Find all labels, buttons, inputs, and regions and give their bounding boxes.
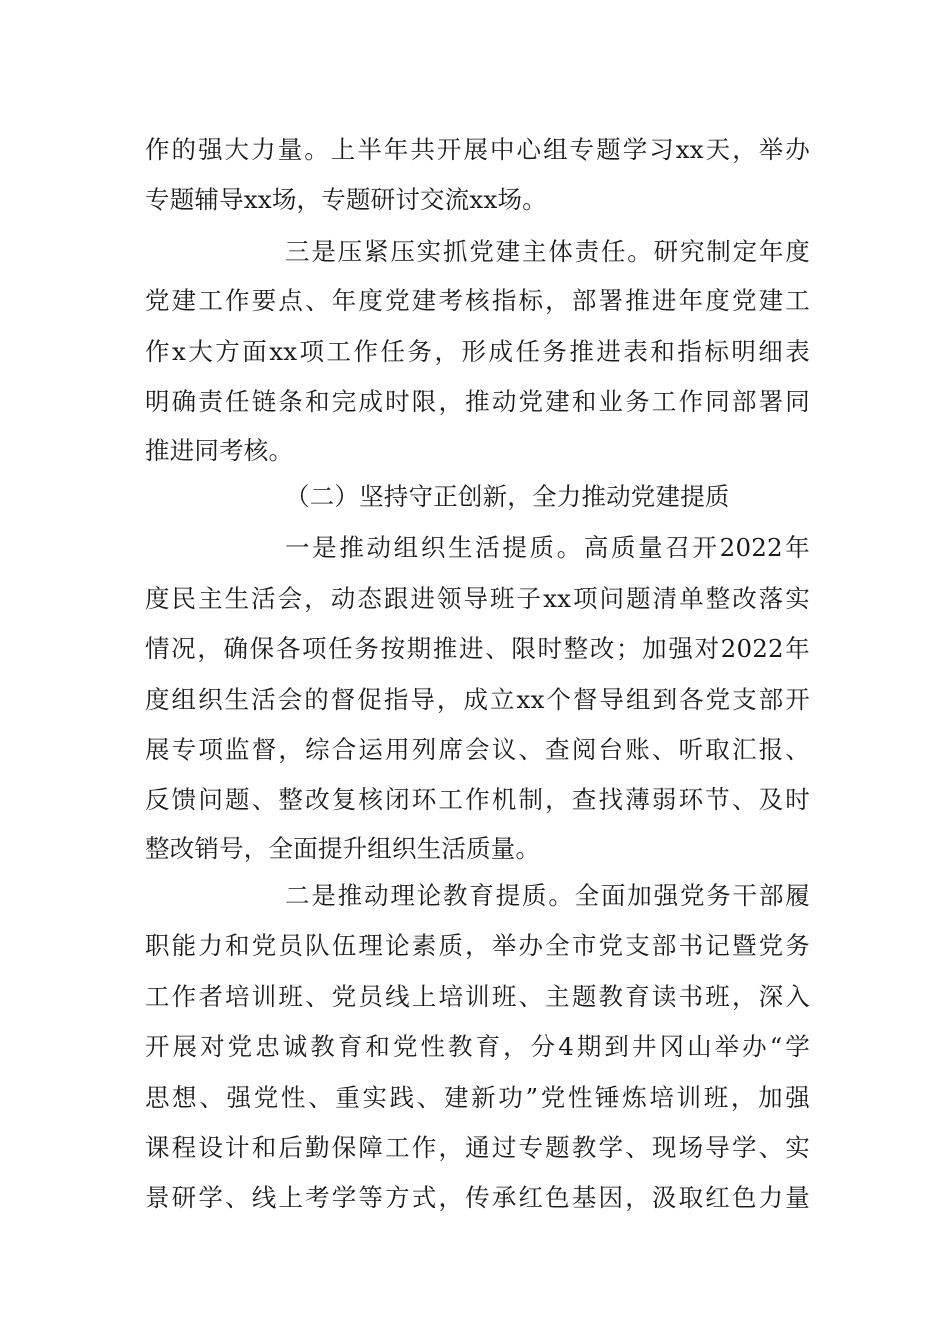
text-line: 反馈问题、整改复核闭环工作机制，查找薄弱环节、及时 <box>145 785 810 814</box>
text-line: 明确责任链条和完成时限，推动党建和业务工作同部署同 <box>145 387 810 416</box>
section-heading: （二）坚持守正创新，全力推动党建提质 <box>285 482 730 511</box>
text-line: 二是推动理论教育提质。全面加强党务干部履 <box>285 881 810 910</box>
text-line: 课程设计和后勤保障工作，通过专题教学、现场导学、实 <box>145 1133 810 1162</box>
text-line: 作x大方面xx项工作任务，形成任务推进表和指标明细表 <box>145 337 810 366</box>
text-line: 党建工作要点、年度党建考核指标，部署推进年度党建工 <box>145 286 810 315</box>
text-line: 度组织生活会的督促指导，成立xx个督导组到各党支部开 <box>145 685 810 714</box>
text-line: 专题辅导xx场，专题研讨交流xx场。 <box>145 185 547 214</box>
text-line: 度民主生活会，动态跟进领导班子xx项问题清单整改落实 <box>145 584 810 613</box>
text-line: 工作者培训班、党员线上培训班、主题教育读书班，深入 <box>145 982 810 1011</box>
text-line: 思想、强党性、重实践、建新功”党性锤炼培训班，加强 <box>145 1083 810 1112</box>
text-line: 景研学、线上考学等方式，传承红色基因，汲取红色力量 <box>145 1183 810 1212</box>
text-line: 情况，确保各项任务按期推进、限时整改；加强对2022年 <box>145 634 810 663</box>
text-line: 推进同考核。 <box>145 436 294 465</box>
text-line: 开展对党忠诚教育和党性教育，分4期到井冈山举办“学 <box>145 1032 810 1061</box>
text-line: 职能力和党员队伍理论素质，举办全市党支部书记暨党务 <box>145 931 810 960</box>
text-line: 一是推动组织生活提质。高质量召开2022年 <box>285 533 810 562</box>
text-line: 整改销号，全面提升组织生活质量。 <box>145 834 541 863</box>
text-line: 作的强大力量。上半年共开展中心组专题学习xx天，举办 <box>145 135 810 164</box>
text-line: 三是压紧压实抓党建主体责任。研究制定年度 <box>285 237 810 266</box>
text-line: 展专项监督，综合运用列席会议、查阅台账、听取汇报、 <box>145 735 810 764</box>
